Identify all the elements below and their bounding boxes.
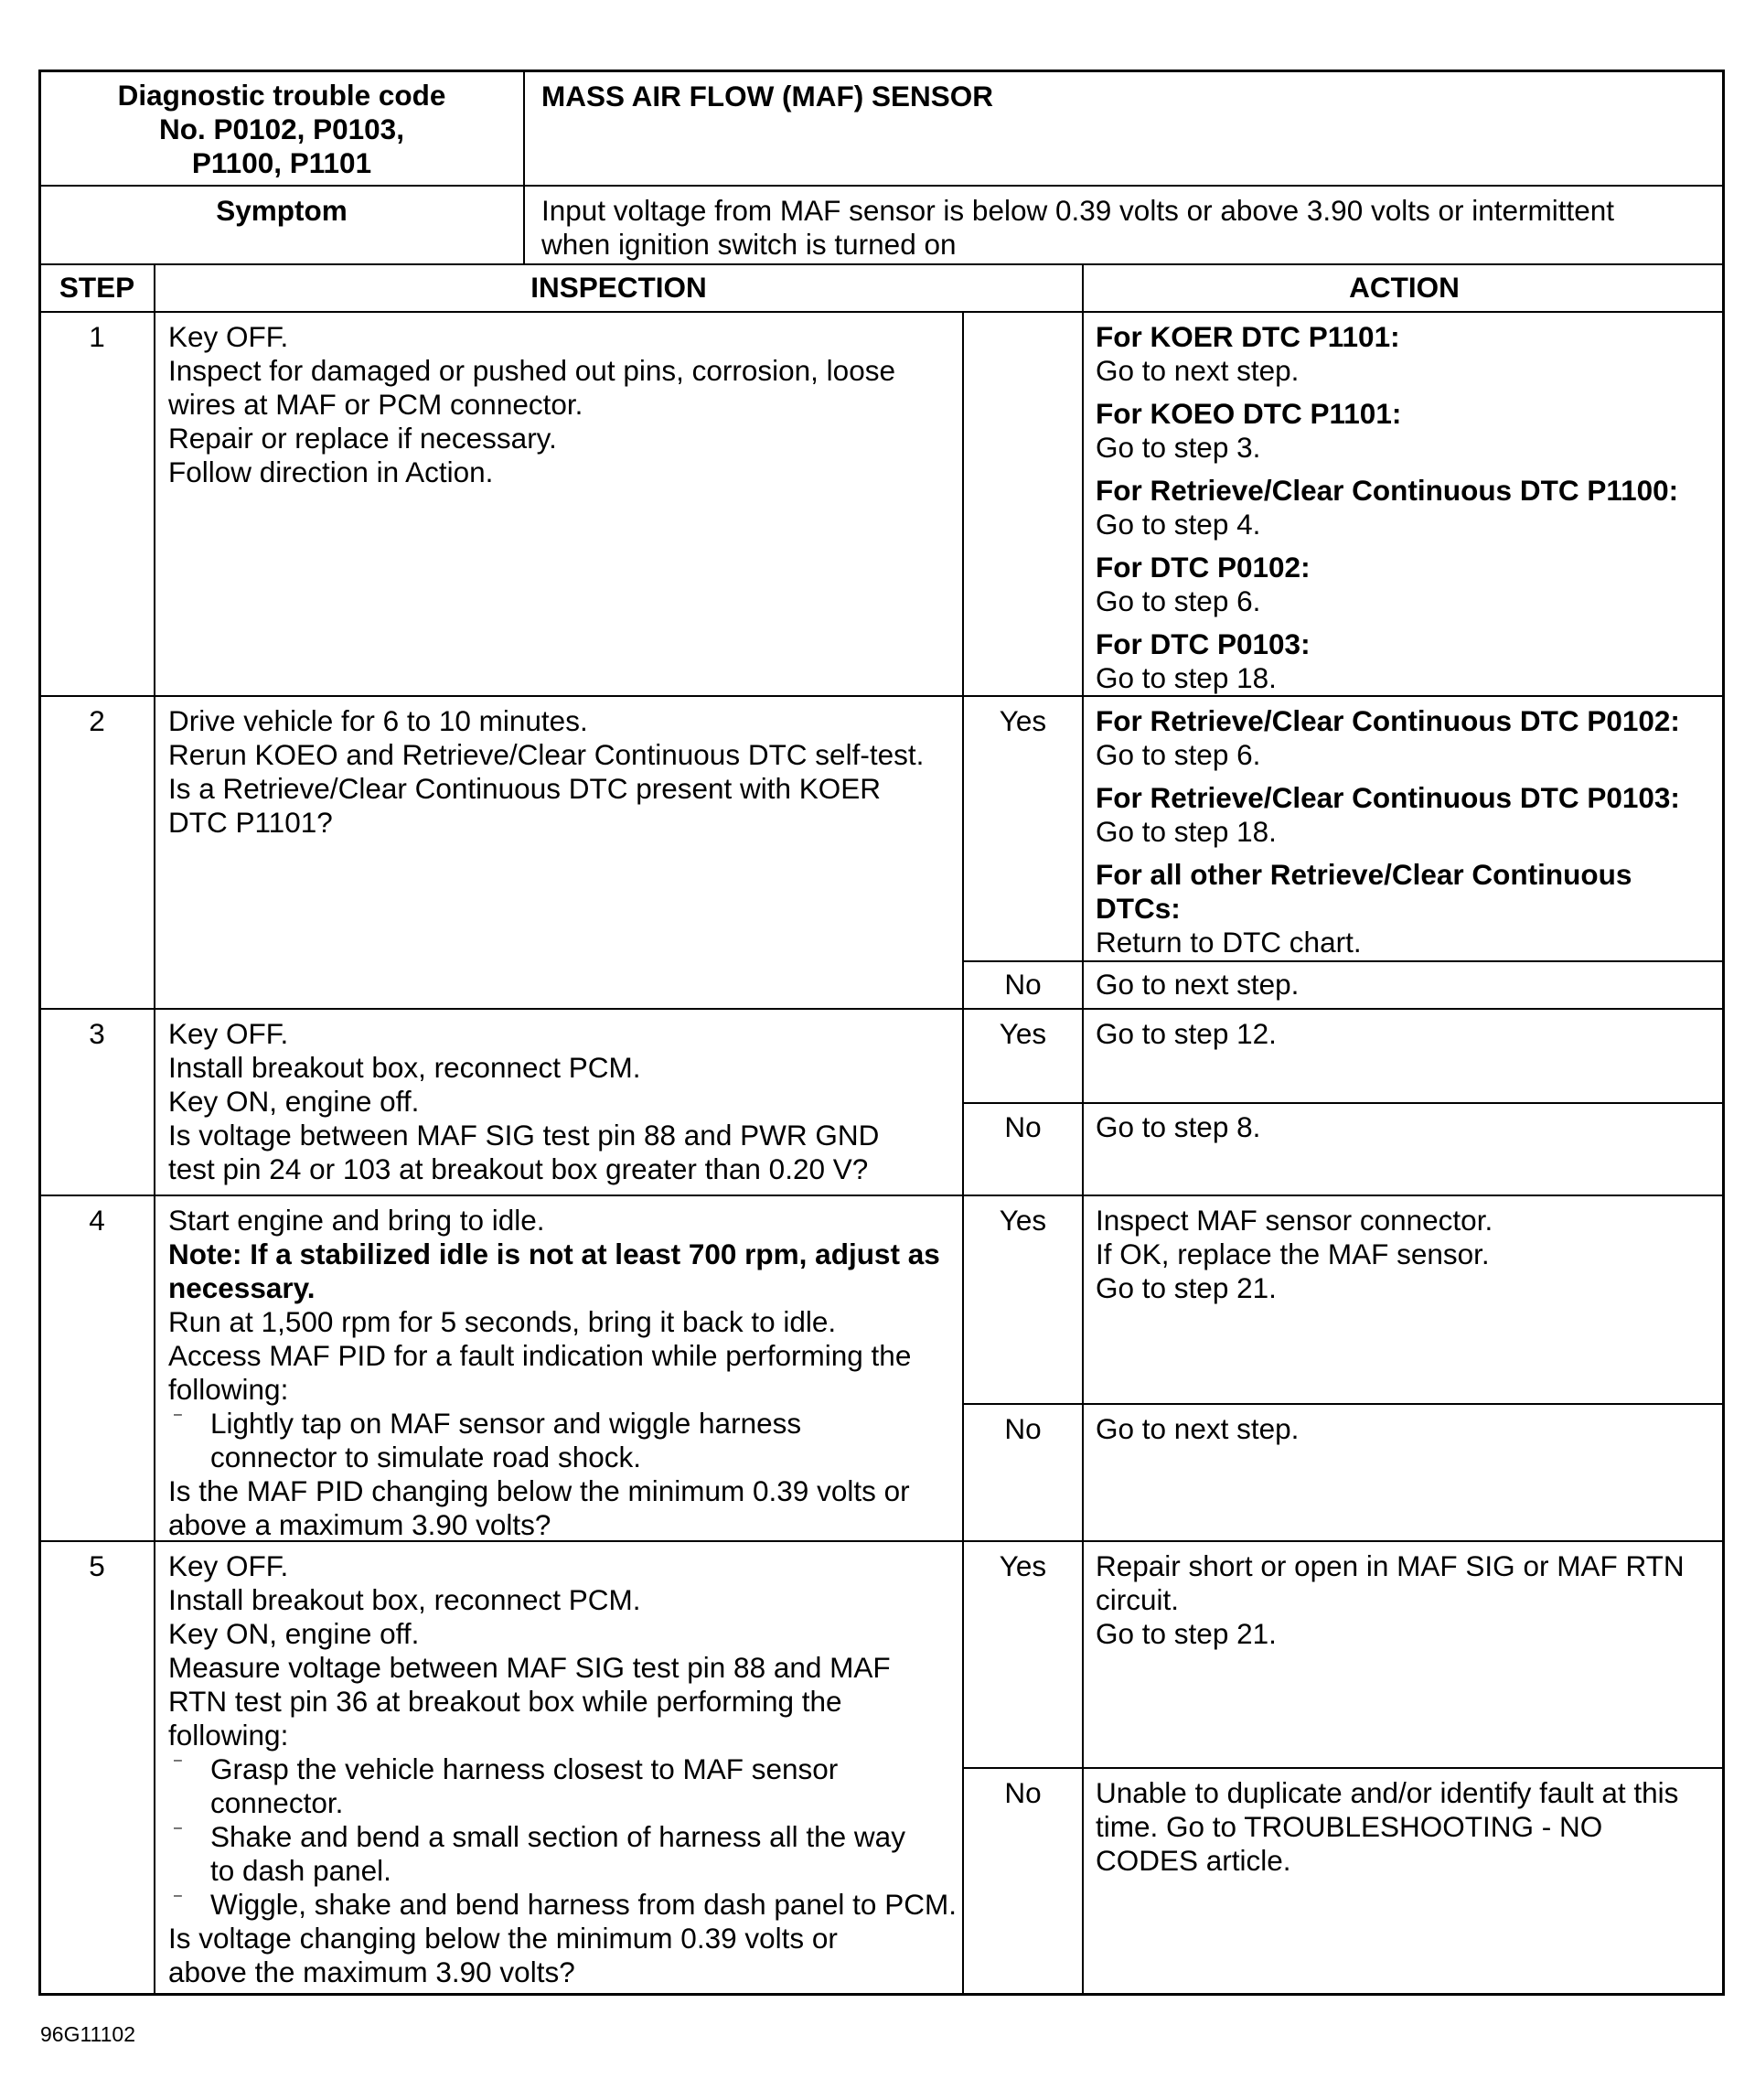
rule [962, 1767, 1725, 1769]
step-2-inspection: Drive vehicle for 6 to 10 minutes. Rerun KOEO and Retrieve/Clear Continuous DTC self-test. Is a Retrieve/Clear Continuous DTC present with KOER DTC P1101? [168, 704, 925, 839]
bullet-item: – Wiggle, shake and bend harness from dash panel to PCM. [174, 1888, 957, 1921]
step-3-inspection: Key OFF. Install breakout box, reconnect PCM. Key ON, engine off. Is voltage between MAF SIG test pin 88 and PWR GND test pin 24 or 103 at breakout box greater than 0.20 V? [168, 1017, 880, 1185]
step-number: 2 [89, 704, 105, 737]
step-3-yes-action: Go to step 12. [1096, 1017, 1277, 1050]
rule [962, 1403, 1725, 1405]
rule [523, 70, 525, 263]
code-label: Diagnostic trouble code No. P0102, P0103, P1100, P1101 [117, 79, 446, 179]
no-label: No [1004, 1110, 1042, 1143]
rule [38, 1008, 1725, 1010]
rule [38, 185, 1725, 187]
column-header-action: ACTION [1349, 271, 1460, 304]
step-5-inspection: Key OFF. Install breakout box, reconnect PCM. Key ON, engine off. Measure voltage between MAF SIG test pin 88 and MAF RTN test pin 36 at breakout box while performing the following: – Grasp the vehicle harness closest to MAF sensor connector. – Shake and bend a small section of harness all the way to dash panel. – Wiggle, shake and bend harness from dash panel to PCM. Is voltage changing below the minimum 0.39 volts or above the maximum 3.90 volts? [168, 1549, 957, 1988]
step-5-no-action: Unable to duplicate and/or identify fault at this time. Go to TROUBLESHOOTING - NO CODES article. [1096, 1776, 1679, 1877]
bullet-item: – Shake and bend a small section of harness all the way to dash panel. [174, 1820, 905, 1887]
step-2-no-action: Go to next step. [1096, 968, 1300, 1001]
bullet-item: – Lightly tap on MAF sensor and wiggle harness connector to simulate road shock. [174, 1407, 802, 1473]
step-3-no-action: Go to step 8. [1096, 1110, 1261, 1143]
symptom-text: Input voltage from MAF sensor is below 0.39 volts or above 3.90 volts or intermittent when ignition switch is turned on [541, 194, 1615, 261]
dash-icon: – [174, 1407, 182, 1422]
bullet-item: – Grasp the vehicle harness closest to MAF sensor connector. [174, 1752, 839, 1819]
yes-label: Yes [999, 1017, 1047, 1050]
dash-icon: – [174, 1820, 182, 1836]
column-header-step: STEP [59, 271, 135, 304]
step-number: 4 [89, 1204, 105, 1237]
step-1-action: For KOER DTC P1101: Go to next step. For KOEO DTC P1101: Go to step 3. For Retrieve/Clear Continuous DTC P1100: Go to step 4. For DTC P0102: Go to step 6. For DTC P0103: Go to step 18. [1096, 320, 1679, 694]
step-4-no-action: Go to next step. [1096, 1412, 1300, 1445]
figure-code: 96G11102 [40, 2022, 136, 2046]
rule [154, 263, 155, 1996]
step-4-yes-action: Inspect MAF sensor connector. If OK, replace the MAF sensor. Go to step 21. [1096, 1204, 1493, 1304]
no-label: No [1004, 968, 1042, 1001]
rule [1082, 263, 1084, 1996]
symptom-label: Symptom [216, 194, 348, 227]
step-2-yes-action: For Retrieve/Clear Continuous DTC P0102: Go to step 6. For Retrieve/Clear Continuous DTC P0103: Go to step 18. For all other Retrieve/Clear Continuous DTCs: Return to DTC chart. [1096, 704, 1680, 959]
step-4-inspection: Start engine and bring to idle. Note: If a stabilized idle is not at least 700 rpm, adjust as necessary. Run at 1,500 rpm for 5 seconds, bring it back to idle. Access MAF PID for a fault indication while performing the following: – Lightly tap on MAF sensor and wiggle harness connector to simulate road shock. Is the MAF PID changing below the minimum 0.39 volts or above a maximum 3.90 volts? [168, 1204, 940, 1541]
column-header-inspection: INSPECTION [530, 271, 707, 304]
step-1-inspection: Key OFF. Inspect for damaged or pushed out pins, corrosion, loose wires at MAF or PCM connector. Repair or replace if necessary. Follow direction in Action. [168, 320, 895, 488]
rule [38, 311, 1725, 313]
dash-icon: – [174, 1752, 182, 1768]
step-number: 1 [89, 320, 105, 353]
no-label: No [1004, 1412, 1042, 1445]
rule [962, 1102, 1725, 1104]
step-5-yes-action: Repair short or open in MAF SIG or MAF RTN circuit. Go to step 21. [1096, 1549, 1685, 1650]
step-number: 3 [89, 1017, 105, 1050]
page-title: MASS AIR FLOW (MAF) SENSOR [541, 80, 994, 112]
yes-label: Yes [999, 1549, 1047, 1582]
no-label: No [1004, 1776, 1042, 1809]
step-number: 5 [89, 1549, 105, 1582]
yes-label: Yes [999, 704, 1047, 737]
rule [962, 311, 964, 1996]
dash-icon: – [174, 1888, 182, 1903]
rule [38, 263, 1725, 265]
rule [38, 1195, 1725, 1196]
yes-label: Yes [999, 1204, 1047, 1237]
